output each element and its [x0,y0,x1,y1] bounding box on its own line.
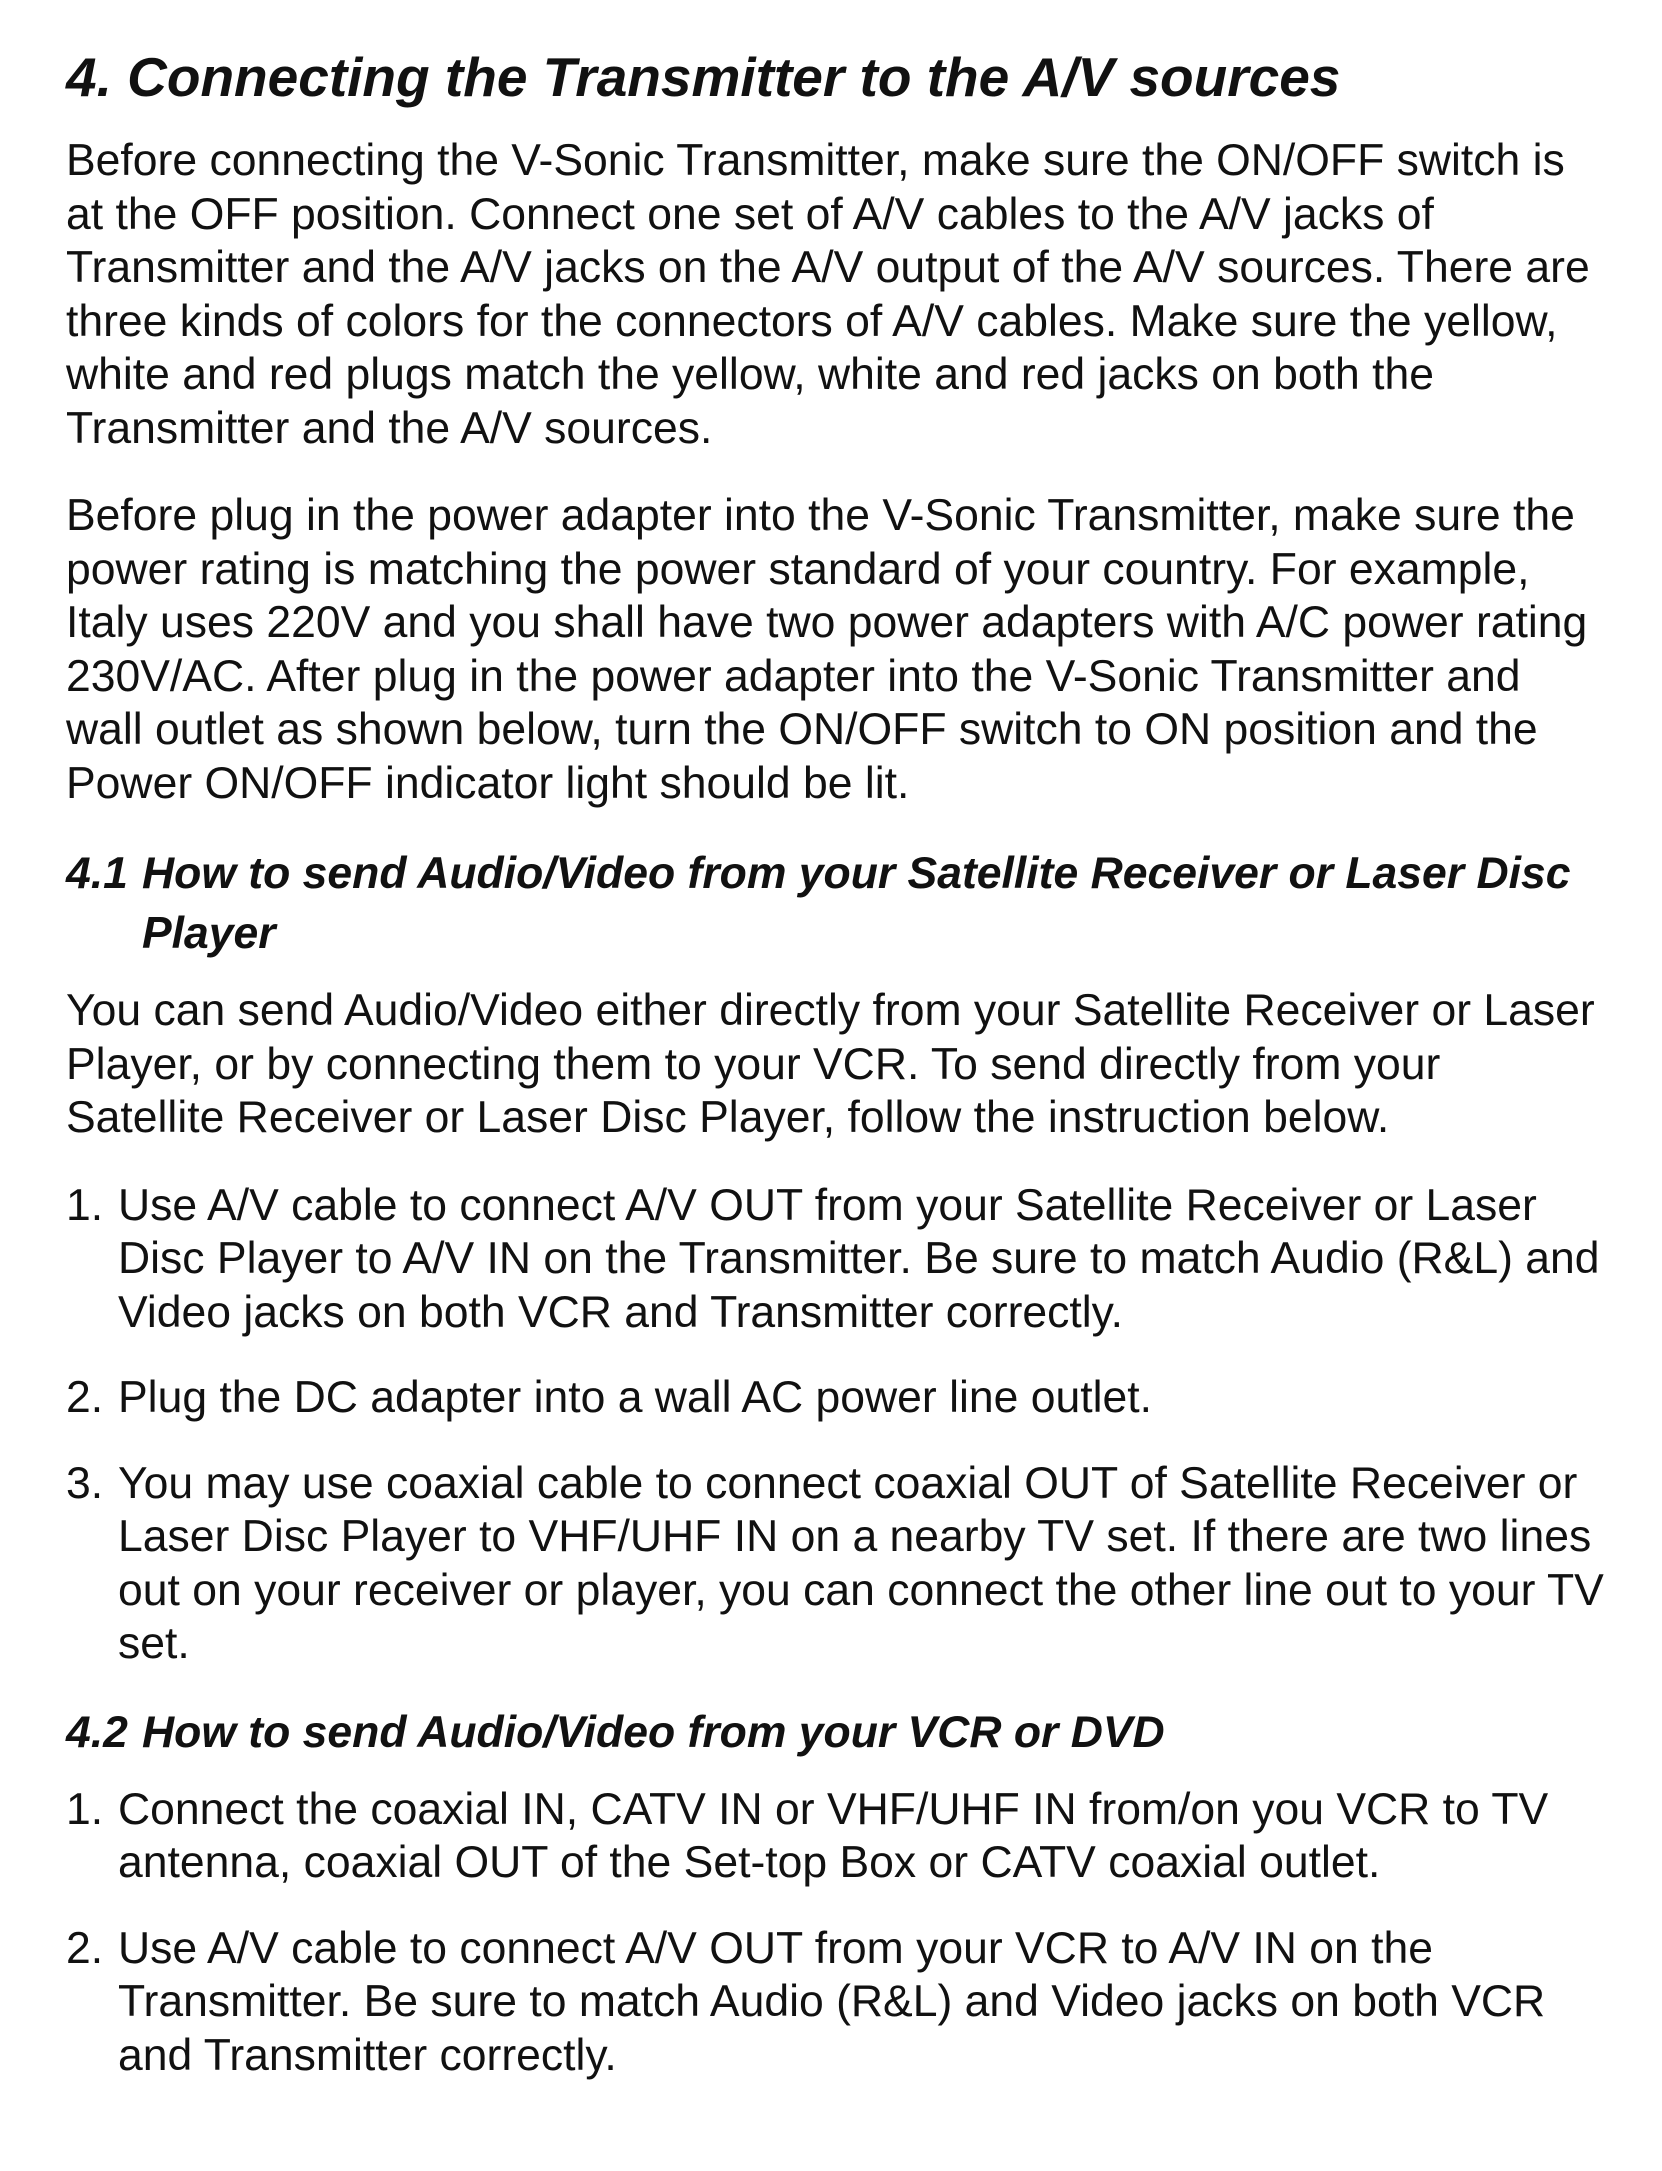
step-number: 1. [66,1180,104,1230]
list-item [66,1922,1606,2083]
section-number: 4.1 [66,849,128,898]
step-number: 2. [66,1373,104,1422]
section-4-1-steps [66,1179,1606,1671]
section-4-2-steps [66,1783,1606,2083]
step-text: Plug the DC adapter into a wall AC power line outlet. [118,1373,1152,1422]
section-number: 4.2 [66,1707,128,1757]
intro-paragraph-switch: Before connecting the V-Sonic Transmitter, make sure the ON/OFF switch is at the OFF position. Connect one set of A/V cables to the A/V jacks of Transmitter and the A/V jacks on the A/V output of the A/V sources. There are three kinds of colors for the connectors of A/V cables. Make sure the yellow, white and red plugs match the yellow, white and red jacks on both the Transmitter and the A/V sources. [66,136,1590,453]
section-heading-text: How to send Audio/Video from your VCR or DVD [142,1707,1165,1757]
list-item [66,1783,1606,1890]
section-heading-4-2 [66,1703,1606,1763]
section-heading-4-1 [66,844,1606,964]
section-4-1-paragraph: You can send Audio/Video either directly from your Satellite Receiver or Laser Player, or by connecting them to your VCR. To send directly from your Satellite Receiver or Laser Disc Player, follow the instruction below. [66,986,1595,1142]
manual-page [66,36,1606,2114]
list-item [66,1179,1606,1340]
step-text: Use A/V cable to connect A/V OUT from your Satellite Receiver or Laser Disc Player to A/V IN on the Transmitter. Be sure to match Audio (R&L) and Video jacks on both VCR and Transmitter correctly. [118,1180,1600,1337]
step-text: Use A/V cable to connect A/V OUT from your VCR to A/V IN on the Transmitter. Be sure to match Audio (R&L) and Video jacks on both VCR and Transmitter correctly. [118,1923,1546,2080]
section-heading-text: How to send Audio/Video from your Satellite Receiver or Laser Disc Player [142,849,1571,958]
step-text: You may use coaxial cable to connect coaxial OUT of Satellite Receiver or Laser Disc Player to VHF/UHF IN on a nearby TV set. If there are two lines out on your receiver or player, you can connect the other line out to your TV set. [118,1458,1604,1668]
step-number: 2. [66,1923,104,1973]
step-number: 3. [66,1458,104,1508]
step-number: 1. [66,1784,104,1834]
step-text: Connect the coaxial IN, CATV IN or VHF/UHF IN from/on you VCR to TV antenna, coaxial OUT of the Set-top Box or CATV coaxial outlet. [118,1784,1549,1887]
list-item [66,1371,1606,1425]
intro-paragraph-power: Before plug in the power adapter into the V-Sonic Transmitter, make sure the power rating is matching the power standard of your country. For example, Italy uses 220V and you shall have two power adapters with A/C power rating 230V/AC. After plug in the power adapter into the V-Sonic Transmitter and wall outlet as shown below, turn the ON/OFF switch to ON position and the Power ON/OFF indicator light should be lit. [66,491,1588,808]
list-item [66,1457,1606,1671]
page-title: 4. Connecting the Transmitter to the A/V sources [66,46,1341,108]
